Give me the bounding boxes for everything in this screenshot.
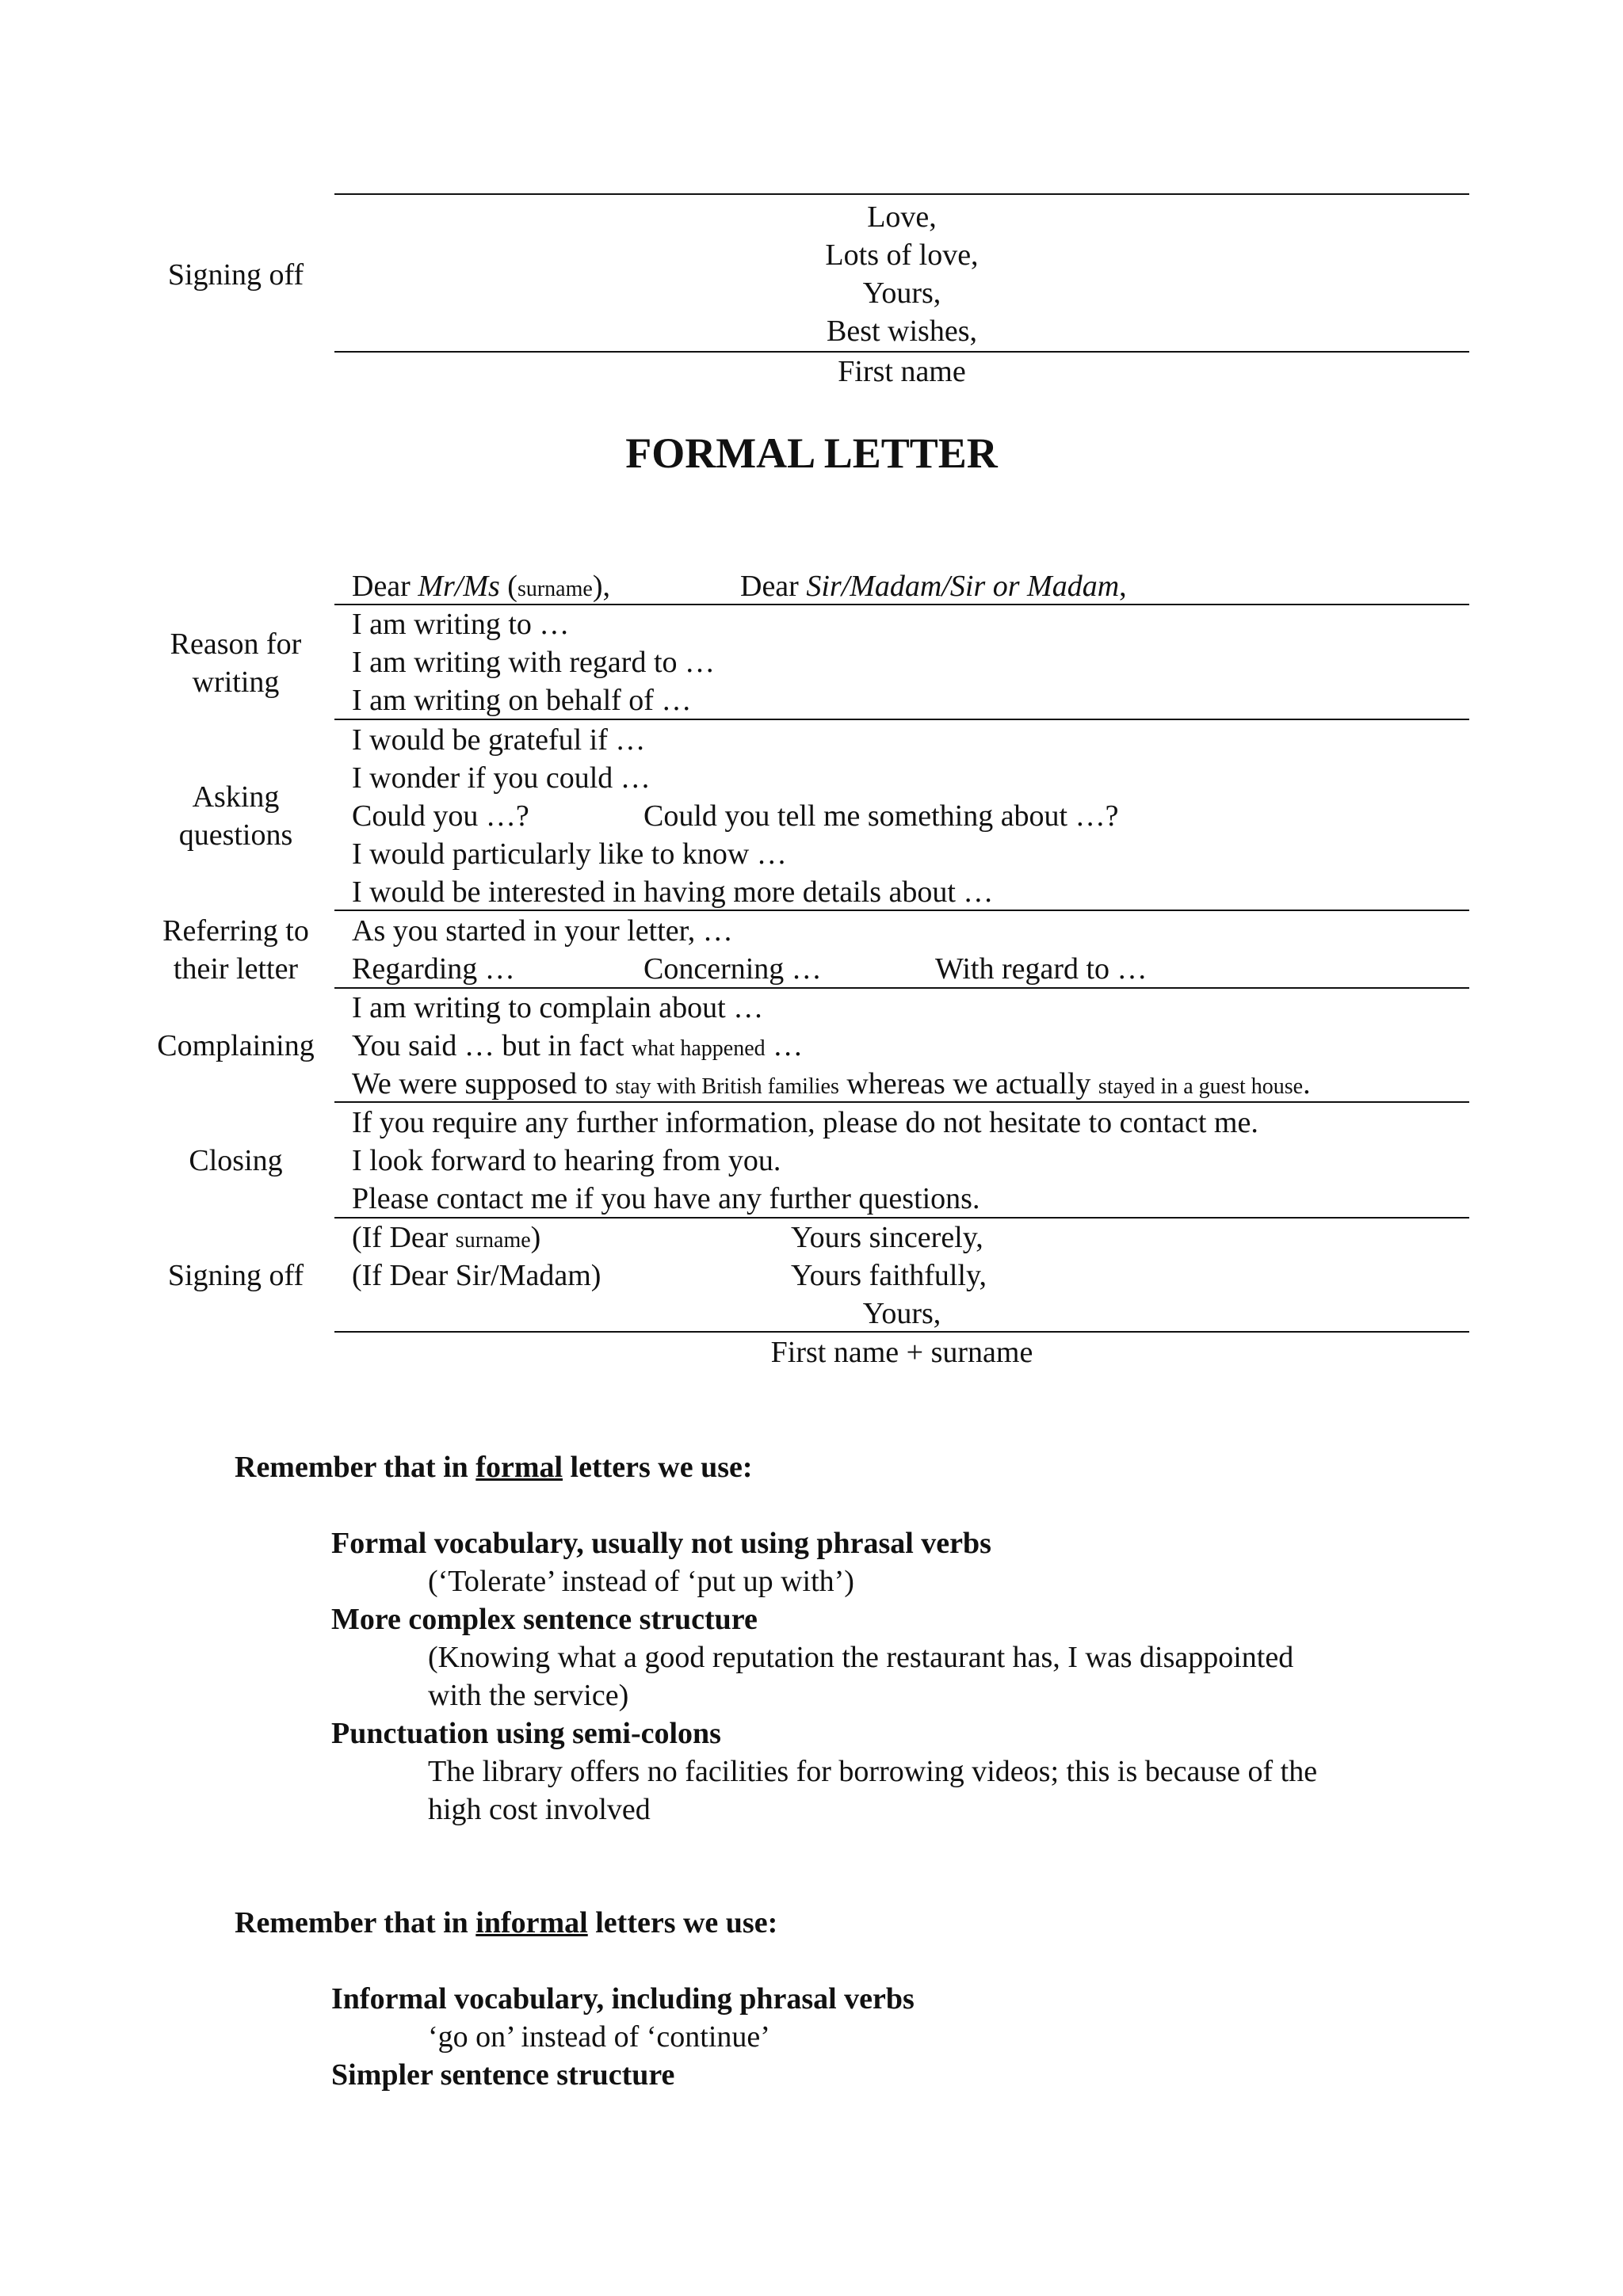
closing-best-wishes: Best wishes, [827, 315, 977, 348]
notes-item-heading: Punctuation using semi-colons [331, 1717, 721, 1750]
complaining-line: I am writing to complain about … [352, 991, 764, 1024]
row-label-reason: Reason for [170, 627, 302, 661]
notes-item-text: The library offers no facilities for borrowing videos; this is because of the [428, 1755, 1318, 1788]
row-label-signing-off: Signing off [167, 258, 304, 292]
row-label-signing-off: Signing off [167, 1259, 304, 1292]
referring-line: With regard to … [935, 952, 1148, 986]
reason-line: I am writing to … [352, 608, 570, 641]
closing-yours: Yours, [862, 277, 941, 310]
notes-item-heading: More complex sentence structure [331, 1603, 758, 1636]
closing-line: If you require any further information, please do not hesitate to contact me. [352, 1106, 1258, 1139]
signoff-if-dear-surname: (If Dear surname) [352, 1221, 541, 1254]
row-label-reason-2: writing [192, 666, 280, 699]
reason-line: I am writing on behalf of … [352, 684, 692, 717]
closing-lots-of-love: Lots of love, [825, 238, 979, 272]
greeting-sir-madam: Dear Sir/Madam/Sir or Madam, [740, 570, 1127, 603]
notes-item-heading: Informal vocabulary, including phrasal verbs [331, 1982, 915, 2016]
asking-line: I would particularly like to know … [352, 837, 787, 871]
row-label-asking: Asking [192, 780, 280, 814]
row-label-asking-2: questions [178, 818, 293, 852]
asking-line: Could you …? [352, 799, 529, 833]
rule [334, 1101, 1469, 1103]
asking-line: I would be interested in having more details about … [352, 875, 994, 909]
notes-item-text: with the service) [428, 1679, 629, 1712]
rule [334, 719, 1469, 720]
referring-line: As you started in your letter, … [352, 914, 733, 948]
notes-item-text: (‘Tolerate’ instead of ‘put up with’) [428, 1565, 854, 1598]
notes-item-text: ‘go on’ instead of ‘continue’ [428, 2020, 770, 2054]
row-label-closing: Closing [189, 1144, 283, 1177]
notes-item-text: (Knowing what a good reputation the restaurant has, I was disappointed [428, 1641, 1294, 1674]
signoff-yours: Yours, [862, 1297, 941, 1330]
signoff-yours-sincerely: Yours sincerely, [791, 1221, 983, 1254]
reason-line: I am writing with regard to … [352, 646, 716, 679]
closing-line: Please contact me if you have any further questions. [352, 1182, 980, 1215]
rule [334, 910, 1469, 911]
asking-line: I would be grateful if … [352, 723, 646, 757]
asking-line: Could you tell me something about …? [643, 799, 1119, 833]
rule [334, 1331, 1469, 1333]
notes-item-text: high cost involved [428, 1793, 651, 1826]
notes-formal-heading: Remember that in formal letters we use: [235, 1451, 753, 1484]
referring-line: Concerning … [643, 952, 822, 986]
notes-informal-heading: Remember that in informal letters we use: [235, 1906, 778, 1939]
rule [334, 193, 1469, 195]
complaining-line: We were supposed to stay with British families whereas we actually stayed in a guest house. [352, 1067, 1311, 1100]
notes-item-heading: Formal vocabulary, usually not using phrasal verbs [331, 1527, 991, 1560]
page-title: FORMAL LETTER [625, 429, 998, 477]
row-label-complaining: Complaining [157, 1029, 315, 1062]
row-label-referring-2: their letter [173, 952, 299, 986]
asking-line: I wonder if you could … [352, 761, 651, 795]
row-label-referring: Referring to [162, 914, 309, 948]
closing-love: Love, [867, 200, 937, 234]
closing-line: I look forward to hearing from you. [352, 1144, 781, 1177]
notes-item-heading: Simpler sentence structure [331, 2058, 675, 2092]
referring-line: Regarding … [352, 952, 515, 986]
greeting-mr-ms: Dear Mr/Ms (surname), [352, 570, 610, 603]
signature-first-name: First name [838, 355, 966, 388]
signoff-yours-faithfully: Yours faithfully, [791, 1259, 987, 1292]
signoff-if-dear-sir-madam: (If Dear Sir/Madam) [352, 1259, 601, 1292]
complaining-line: You said … but in fact what happened … [352, 1029, 804, 1062]
signature-first-name-surname: First name + surname [770, 1336, 1033, 1369]
